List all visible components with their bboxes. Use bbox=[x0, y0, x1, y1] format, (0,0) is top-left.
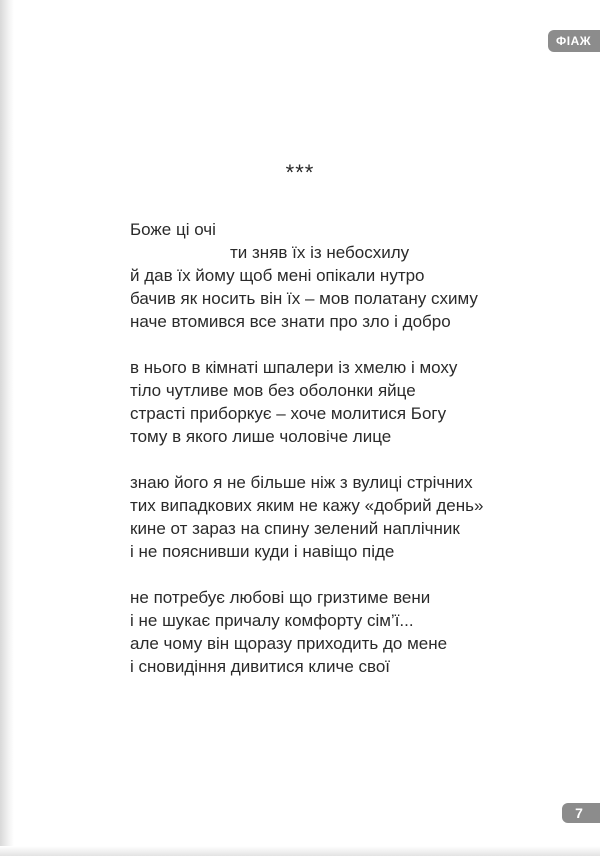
poem-line: тому в якого лише чоловіче лице bbox=[130, 427, 392, 446]
page-bottom-shadow bbox=[0, 846, 600, 856]
poem-line: кине от зараз на спину зелений наплічник bbox=[130, 519, 460, 538]
poem-line: і не шукає причалу комфорту сім’ї... bbox=[130, 611, 414, 630]
poem-line: бачив як носить він їх – мов полатану схиму bbox=[130, 289, 478, 308]
stanza-3 bbox=[130, 471, 550, 563]
page-gutter-shadow bbox=[0, 0, 14, 856]
poem-line: наче втомився все знати про зло і добро bbox=[130, 312, 451, 331]
poem-line: ти зняв їх із небосхилу bbox=[230, 243, 410, 262]
poem-line: Боже ці очі bbox=[130, 220, 216, 239]
poem-line: і не пояснивши куди і навіщо піде bbox=[130, 542, 395, 561]
poem-line: тіло чутливе мов без оболонки яйце bbox=[130, 381, 416, 400]
poem-line: страсті приборкує – хоче молитися Богу bbox=[130, 404, 447, 423]
stanza-1 bbox=[130, 218, 550, 333]
page-number: 7 bbox=[562, 803, 600, 823]
poem-line: не потребує любові що гризтиме вени bbox=[130, 588, 431, 607]
poem-line: тих випадкових яким не кажу «добрий день» bbox=[130, 496, 484, 515]
poem-line: в нього в кімнаті шпалери із хмелю і моху bbox=[130, 358, 458, 377]
poem-body bbox=[130, 218, 550, 701]
stanza-4 bbox=[130, 586, 550, 678]
poem-line: знаю його я не більше ніж з вулиці стрічних bbox=[130, 473, 473, 492]
poem-line: й дав їх йому щоб мені опікали нутро bbox=[130, 266, 425, 285]
poem-line: але чому він щоразу приходить до мене bbox=[130, 634, 448, 653]
stanza-2 bbox=[130, 356, 550, 448]
section-tab: ФІАЖ bbox=[548, 30, 600, 52]
poem-line: і сновидіння дивитися кличе свої bbox=[130, 657, 391, 676]
poem-divider: *** bbox=[285, 160, 315, 185]
